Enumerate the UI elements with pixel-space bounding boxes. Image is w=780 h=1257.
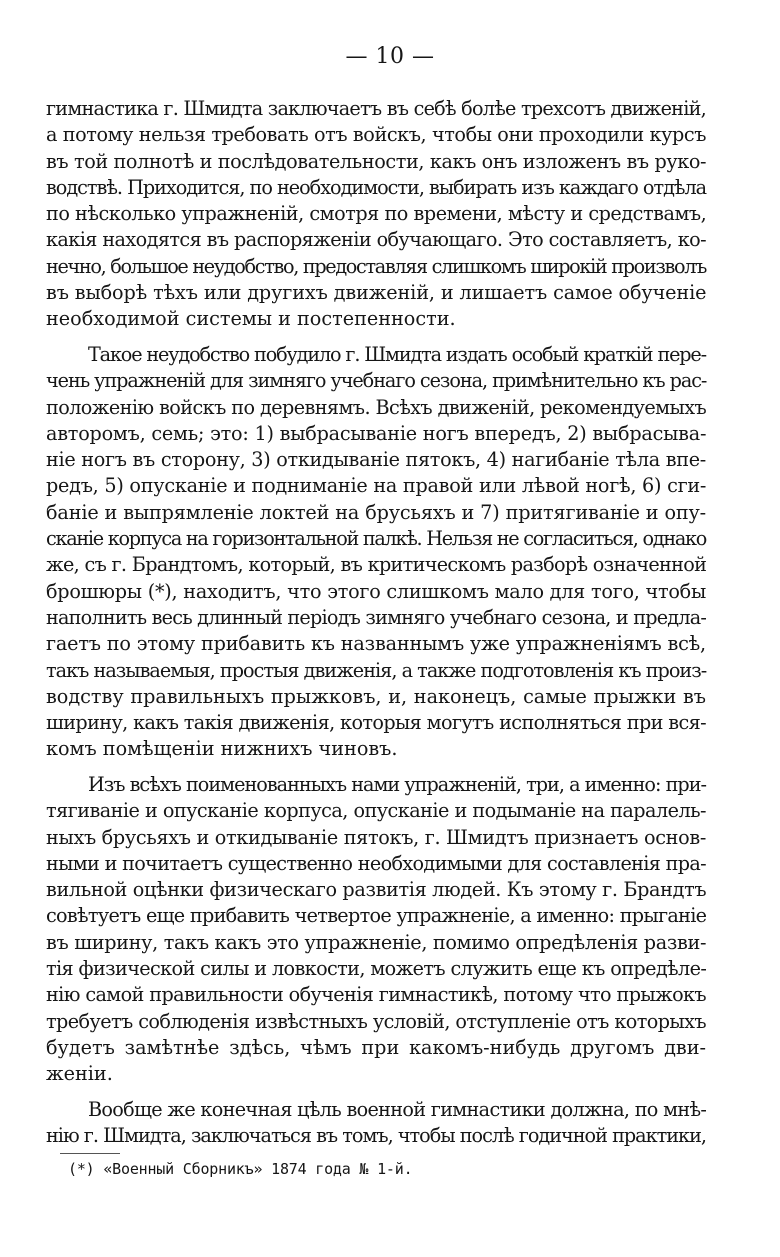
paragraph-3 — [46, 772, 706, 1088]
text-line: комъ помѣщеніи нижнихъ чиновъ. — [46, 737, 398, 761]
text-line: гимнастика г. Шмидта заключаетъ въ себѣ болѣе трехсотъ движеній, — [46, 97, 706, 120]
text-line: нію г. Шмидта, заключаться въ томъ, чтобы послѣ годичной практики, — [46, 1124, 706, 1148]
text-line: сканіе корпуса на горизонтальной палкѣ. Нельзя не согласиться, однако — [46, 527, 707, 551]
text-line: по нѣсколько упражненій, смотря по времени, мѣсту и средствамъ, — [46, 202, 707, 226]
text-line: Такое неудобство побудило г. Шмидта издать особый краткій пере- — [88, 343, 706, 366]
text-line: ніе ногъ въ сторону, 3) откидываніе пятокъ, 4) нагибаніе тѣла впе- — [46, 448, 706, 472]
text-line: нечно, большое неудобство, предоставляя слишкомъ широкій произволъ — [46, 254, 706, 278]
text-line: а потому нельзя требовать отъ войскъ, чтобы они проходили курсъ — [46, 123, 706, 147]
footnote: (*) «Военный Сборникъ» 1874 года № 1-й. — [68, 1160, 413, 1178]
text-line: Изъ всѣхъ поименованныхъ нами упражненій, три, а именно: при- — [88, 773, 706, 796]
text-line: водству правильныхъ прыжковъ, и, наконецъ, самые прыжки въ — [46, 684, 706, 708]
text-line: вильной оцѣнки физическаго развитія людей. Къ этому г. Брандтъ — [46, 878, 707, 902]
text-line: ширину, какъ такія движенія, которыя могутъ исполняться при вся- — [46, 711, 707, 735]
text-line: водствѣ. Приходится, по необходимости, выбирать изъ каждаго отдѣла — [46, 175, 707, 199]
text-line: ныхъ брусьяхъ и откидываніе пятокъ, г. Шмидтъ признаетъ основ- — [46, 825, 707, 849]
paragraph-2 — [46, 342, 706, 763]
text-line: будетъ замѣтнѣе здѣсь, чѣмъ при какомъ-нибудь другомъ дви- — [46, 1035, 706, 1059]
text-line: нію самой правильности обученія гимнастикѣ, потому что прыжокъ — [46, 983, 706, 1007]
text-line: чень упражненій для зимняго учебнаго сезона, примѣнительно къ рас- — [46, 369, 707, 393]
text-line: баніе и выпрямленіе локтей на брусьяхъ и 7) притягиваніе и опу- — [46, 500, 706, 524]
text-line: тія физической силы и ловкости, можетъ служить еще къ опредѣле- — [46, 957, 707, 981]
paragraph-1 — [46, 96, 706, 333]
text-line: совѣтуетъ еще прибавить четвертое упражненіе, а именно: прыганіе — [46, 904, 707, 928]
text-line: какія находятся въ распоряженіи обучающаго. Это составляетъ, ко- — [46, 228, 706, 252]
text-line: необходимой системы и постепенности. — [46, 307, 456, 331]
page-number: — 10 — — [345, 44, 435, 69]
text-line: требуетъ соблюденія извѣстныхъ условій, отступленіе отъ которыхъ — [46, 1009, 706, 1033]
text-line: наполнить весь длинный періодъ зимняго учебнаго сезона, и предла- — [46, 605, 707, 629]
text-line: такъ называемыя, простыя движенія, а также подготовленія къ произ- — [46, 658, 707, 682]
text-line: брошюры (*), находитъ, что этого слишкомъ мало для того, чтобы — [46, 579, 706, 603]
text-line: редъ, 5) опусканіе и подниманіе на правой или лѣвой ногѣ, 6) сги- — [46, 474, 707, 498]
text-line: ными и почитаетъ существенно необходимыми для составленія пра- — [46, 851, 706, 875]
paragraph-4 — [46, 1097, 706, 1150]
footnote-divider — [60, 1153, 120, 1154]
text-line: въ выборѣ тѣхъ или другихъ движеній, и лишаетъ самое обученіе — [46, 281, 707, 305]
text-line: положенію войскъ по деревнямъ. Всѣхъ движеній, рекомендуемыхъ — [46, 395, 707, 419]
text-line: Вообще же конечная цѣль военной гимнастики должна, по мнѣ- — [88, 1098, 707, 1121]
text-line: въ той полнотѣ и послѣдовательности, какъ онъ изложенъ въ руко- — [46, 149, 707, 173]
text-line: женіи. — [46, 1062, 113, 1086]
text-line: же, съ г. Брандтомъ, который, въ критическомъ разборѣ означенной — [46, 553, 707, 577]
text-line: тягиваніе и опусканіе корпуса, опусканіе и подыманіе на паралель- — [46, 799, 706, 823]
text-line: въ ширину, такъ какъ это упражненіе, помимо опредѣленія разви- — [46, 930, 707, 954]
text-line: авторомъ, семь; это: 1) выбрасываніе ногъ впередъ, 2) выбрасыва- — [46, 421, 707, 445]
text-line: гаетъ по этому прибавить къ названнымъ уже упражненіямъ всѣ, — [46, 632, 706, 656]
